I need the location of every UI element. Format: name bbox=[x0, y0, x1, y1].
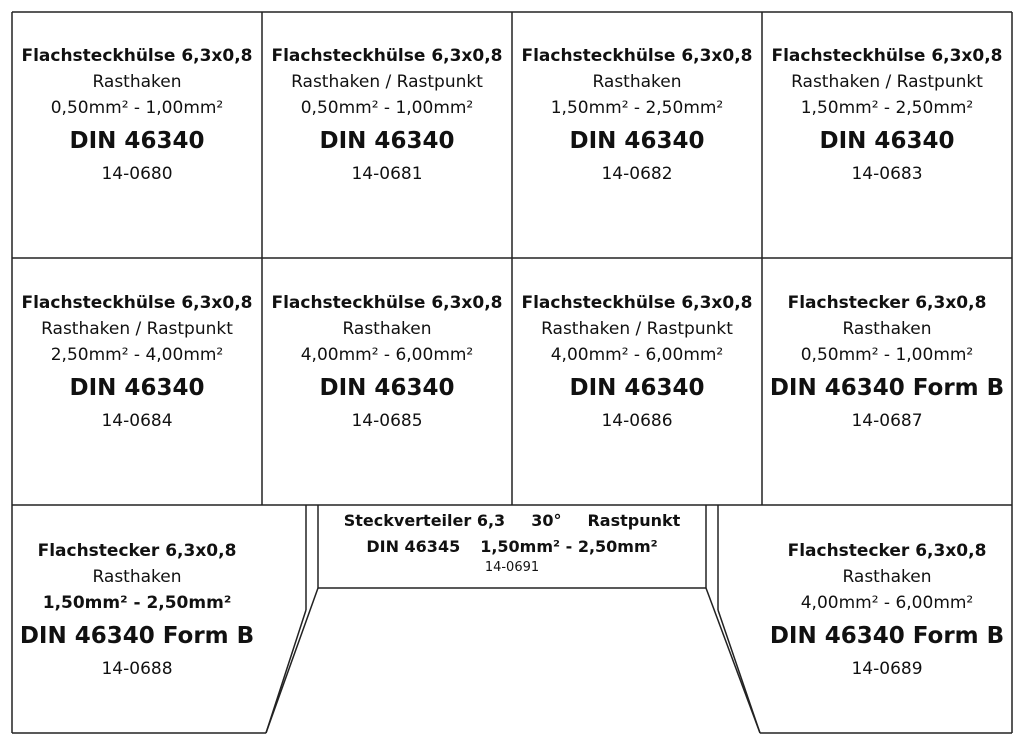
product-type: Rasthaken / Rastpunkt bbox=[791, 72, 983, 92]
product-cell-14-0680 bbox=[12, 43, 262, 187]
product-din: DIN 46340 bbox=[569, 128, 705, 154]
center-line-1 bbox=[318, 508, 706, 534]
product-range: 0,50mm² - 1,00mm² bbox=[800, 345, 974, 365]
product-number: 14-0685 bbox=[351, 411, 423, 431]
product-din: DIN 46340 bbox=[69, 128, 205, 154]
product-din: DIN 46340 Form B bbox=[769, 623, 1005, 649]
product-cell-14-0689 bbox=[762, 538, 1012, 682]
center-angle: 30° bbox=[531, 511, 562, 530]
product-number: 14-0681 bbox=[351, 164, 423, 184]
product-number: 14-0686 bbox=[601, 411, 673, 431]
product-title: Flachstecker 6,3x0,8 bbox=[37, 541, 237, 561]
product-din: DIN 46340 Form B bbox=[19, 623, 255, 649]
product-type: Rasthaken / Rastpunkt bbox=[41, 319, 233, 339]
product-type: Rasthaken bbox=[842, 319, 932, 339]
product-din: DIN 46340 bbox=[319, 128, 455, 154]
product-din: DIN 46340 bbox=[69, 375, 205, 401]
product-range: 1,50mm² - 2,50mm² bbox=[800, 98, 974, 118]
product-number: 14-0684 bbox=[101, 411, 173, 431]
product-title: Flachstecker 6,3x0,8 bbox=[787, 541, 987, 561]
product-range: 4,00mm² - 6,00mm² bbox=[800, 593, 974, 613]
center-din: DIN 46345 bbox=[366, 537, 461, 556]
product-title: Flachsteckhülse 6,3x0,8 bbox=[771, 46, 1003, 66]
product-range: 4,00mm² - 6,00mm² bbox=[550, 345, 724, 365]
product-title: Flachstecker 6,3x0,8 bbox=[787, 293, 987, 313]
product-range: 0,50mm² - 1,00mm² bbox=[300, 98, 474, 118]
product-title: Flachsteckhülse 6,3x0,8 bbox=[521, 46, 753, 66]
product-cell-14-0685 bbox=[262, 290, 512, 434]
center-label-14-0691 bbox=[318, 508, 706, 576]
product-type: Rasthaken / Rastpunkt bbox=[291, 72, 483, 92]
product-title: Flachsteckhülse 6,3x0,8 bbox=[21, 46, 253, 66]
product-type: Rasthaken bbox=[92, 567, 182, 587]
product-type: Rasthaken bbox=[92, 72, 182, 92]
product-type: Rasthaken bbox=[842, 567, 932, 587]
product-din: DIN 46340 bbox=[319, 375, 455, 401]
product-range: 4,00mm² - 6,00mm² bbox=[300, 345, 474, 365]
product-cell-14-0681 bbox=[262, 43, 512, 187]
product-type: Rasthaken bbox=[342, 319, 432, 339]
product-din: DIN 46340 Form B bbox=[769, 375, 1005, 401]
product-din: DIN 46340 bbox=[569, 375, 705, 401]
product-cell-14-0687 bbox=[762, 290, 1012, 434]
center-range: 1,50mm² - 2,50mm² bbox=[480, 537, 658, 556]
product-title: Flachsteckhülse 6,3x0,8 bbox=[271, 46, 503, 66]
center-number: 14-0691 bbox=[484, 560, 540, 575]
product-number: 14-0688 bbox=[101, 659, 173, 679]
product-title: Flachsteckhülse 6,3x0,8 bbox=[521, 293, 753, 313]
center-type: Rastpunkt bbox=[587, 511, 681, 530]
product-din: DIN 46340 bbox=[819, 128, 955, 154]
product-number: 14-0687 bbox=[851, 411, 923, 431]
product-cell-14-0686 bbox=[512, 290, 762, 434]
product-cell-14-0683 bbox=[762, 43, 1012, 187]
product-type: Rasthaken / Rastpunkt bbox=[541, 319, 733, 339]
product-cell-14-0688 bbox=[12, 538, 262, 682]
product-title: Flachsteckhülse 6,3x0,8 bbox=[21, 293, 253, 313]
product-type: Rasthaken bbox=[592, 72, 682, 92]
product-cell-14-0682 bbox=[512, 43, 762, 187]
center-line-2 bbox=[318, 534, 706, 560]
product-range: 1,50mm² - 2,50mm² bbox=[550, 98, 724, 118]
product-number: 14-0682 bbox=[601, 164, 673, 184]
product-cell-14-0684 bbox=[12, 290, 262, 434]
product-number: 14-0689 bbox=[851, 659, 923, 679]
product-number: 14-0683 bbox=[851, 164, 923, 184]
product-title: Flachsteckhülse 6,3x0,8 bbox=[271, 293, 503, 313]
product-number: 14-0680 bbox=[101, 164, 173, 184]
center-name: Steckverteiler 6,3 bbox=[343, 511, 506, 530]
product-range: 1,50mm² - 2,50mm² bbox=[42, 593, 232, 613]
product-range: 2,50mm² - 4,00mm² bbox=[50, 345, 224, 365]
product-range: 0,50mm² - 1,00mm² bbox=[50, 98, 224, 118]
